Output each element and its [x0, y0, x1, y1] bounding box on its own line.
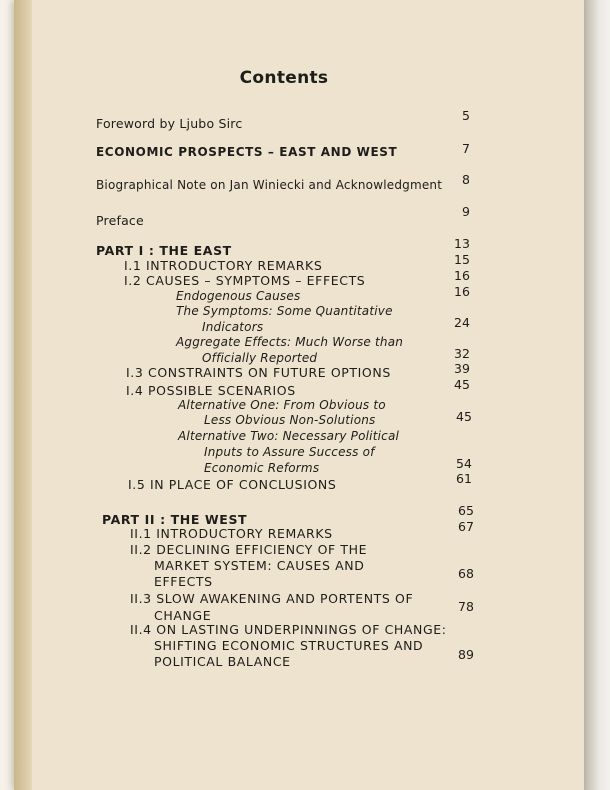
toc-page-2-4: 89 — [458, 647, 474, 662]
toc-entry-1-3: I.3 CONSTRAINTS ON FUTURE OPTIONS — [126, 365, 391, 380]
toc-entry-2-2-cont2: EFFECTS — [154, 574, 213, 589]
toc-entry-2-4-cont2: POLITICAL BALANCE — [154, 654, 291, 669]
toc-entry-1-5: I.5 IN PLACE OF CONCLUSIONS — [128, 477, 337, 492]
toc-sub-aggregate: Aggregate Effects: Much Worse than — [176, 335, 404, 349]
toc-entry-2-3-cont: CHANGE — [154, 608, 212, 623]
toc-page-2-3: 78 — [458, 599, 474, 614]
toc-entry-preface: Preface — [96, 213, 144, 228]
toc-page-2-1: 67 — [458, 519, 474, 534]
toc-entry-2-4: II.4 ON LASTING UNDERPINNINGS OF CHANGE: — [130, 622, 447, 637]
toc-page-1-3: 39 — [454, 361, 470, 376]
toc-entry-economic-prospects: ECONOMIC PROSPECTS – EAST AND WEST — [96, 145, 398, 159]
toc-entry-2-2: II.2 DECLINING EFFICIENCY OF THE — [130, 542, 368, 557]
toc-sub-alt-two: Alternative Two: Necessary Political — [178, 429, 400, 443]
toc-sub-alt-one: Alternative One: From Obvious to — [178, 398, 386, 412]
toc-page-1-4: 45 — [454, 377, 470, 392]
toc-page-biographical-note: 8 — [462, 172, 470, 187]
toc-part-two: PART II : THE WEST — [102, 512, 248, 527]
toc-entry-1-2: I.2 CAUSES – SYMPTOMS – EFFECTS — [124, 273, 366, 288]
toc-page-symptoms: 24 — [454, 315, 470, 330]
book-page — [14, 0, 584, 790]
toc-entry-1-4: I.4 POSSIBLE SCENARIOS — [126, 383, 296, 398]
toc-sub-alt-two-cont: Inputs to Assure Success of — [204, 445, 375, 459]
toc-page-endogenous: 16 — [454, 284, 470, 299]
toc-page-1-5: 61 — [456, 471, 472, 486]
toc-sub-symptoms-cont: Indicators — [202, 320, 264, 334]
toc-page-1-1: 15 — [454, 252, 470, 267]
toc-sub-aggregate-cont: Officially Reported — [202, 351, 318, 365]
toc-part-one: PART I : THE EAST — [96, 243, 232, 258]
toc-page-aggregate: 32 — [454, 346, 470, 361]
toc-page-alt-one: 45 — [456, 409, 472, 424]
toc-entry-2-2-cont: MARKET SYSTEM: CAUSES AND — [154, 558, 365, 573]
toc-page-economic-prospects: 7 — [462, 141, 470, 156]
toc-entry-2-4-cont: SHIFTING ECONOMIC STRUCTURES AND — [154, 638, 424, 653]
toc-sub-alt-one-cont: Less Obvious Non-Solutions — [204, 413, 376, 427]
toc-entry-biographical-note: Biographical Note on Jan Winiecki and Acknowledgment — [96, 178, 443, 192]
toc-sub-alt-two-cont2: Economic Reforms — [204, 461, 320, 475]
toc-page-2-2: 68 — [458, 566, 474, 581]
toc-entry-2-3: II.3 SLOW AWAKENING AND PORTENTS OF — [130, 591, 414, 606]
toc-page-foreword: 5 — [462, 108, 470, 123]
page-title: Contents — [239, 68, 329, 88]
contents-page — [14, 0, 584, 790]
toc-page-part-two: 65 — [458, 503, 474, 518]
toc-entry-1-1: I.1 INTRODUCTORY REMARKS — [124, 258, 323, 273]
toc-entry-foreword: Foreword by Ljubo Sirc — [96, 116, 243, 131]
toc-sub-endogenous: Endogenous Causes — [176, 289, 301, 303]
toc-page-part-one: 13 — [454, 236, 470, 251]
toc-entry-2-1: II.1 INTRODUCTORY REMARKS — [130, 526, 333, 541]
toc-page-alt-two: 54 — [456, 456, 472, 471]
toc-sub-symptoms: The Symptoms: Some Quantitative — [176, 304, 393, 318]
background-surface — [584, 0, 610, 790]
toc-page-preface: 9 — [462, 204, 470, 219]
toc-page-1-2: 16 — [454, 268, 470, 283]
